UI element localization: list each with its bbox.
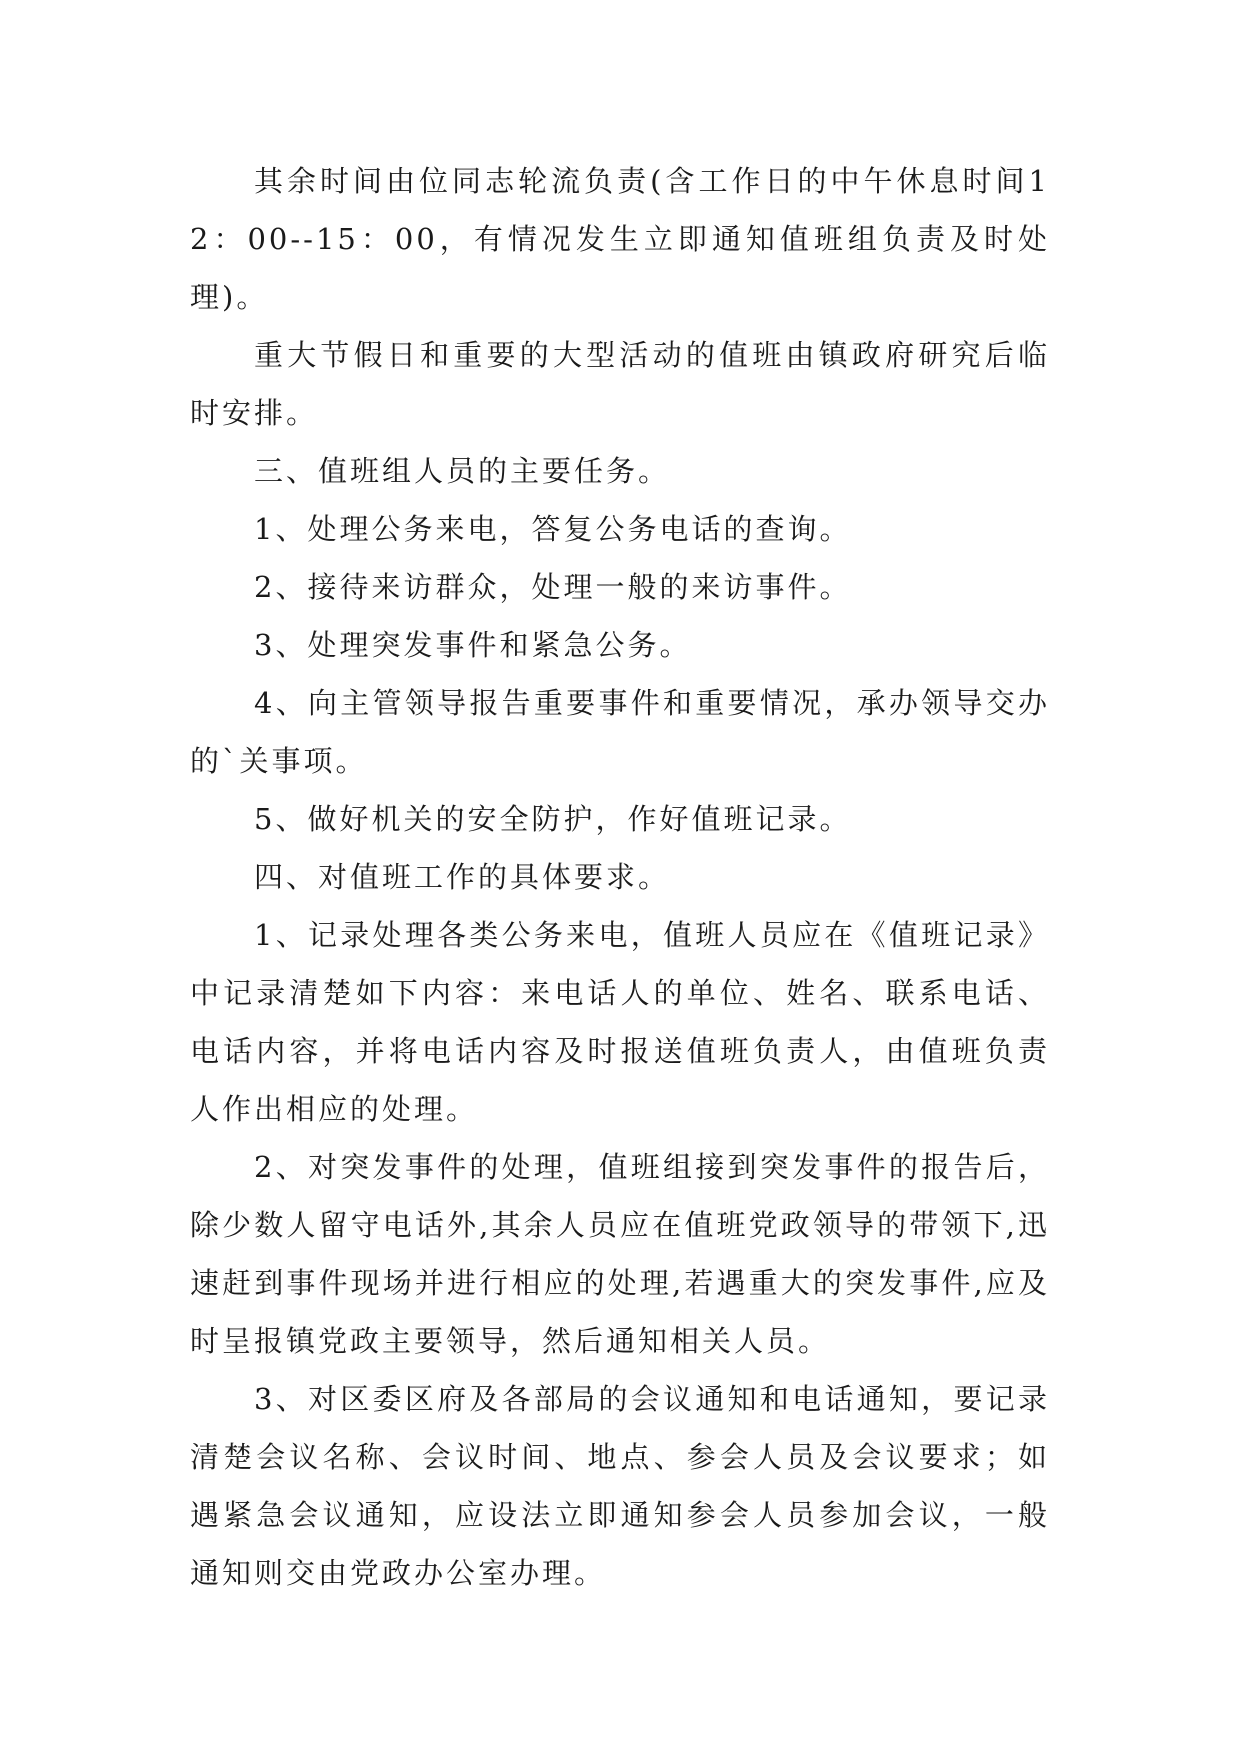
paragraph-duty-rotation: 其余时间由位同志轮流负责(含工作日的中午休息时间12：00--15：00，有情况发生立即通知值班组负责及时处理)。	[190, 164, 1050, 314]
section-heading-duty-requirements: 四、对值班工作的具体要求。	[254, 860, 671, 894]
list-item-requirement-1: 1、记录处理各类公务来电，值班人员应在《值班记录》中记录清楚如下内容：来电话人的单位、姓名、联系电话、电话内容，并将电话内容及时报送值班负责人，由值班负责人作出相应的处理。	[190, 918, 1050, 1126]
list-item-task-4: 4、向主管领导报告重要事件和重要情况，承办领导交办的`关事项。	[190, 686, 1050, 778]
paragraph-holiday-arrangement: 重大节假日和重要的大型活动的值班由镇政府研究后临时安排。	[190, 338, 1050, 430]
list-item-task-2: 2、接待来访群众，处理一般的来访事件。	[254, 570, 852, 604]
list-item-task-5: 5、做好机关的安全防护，作好值班记录。	[254, 802, 852, 836]
document-body	[190, 152, 1050, 1602]
list-item-requirement-3: 3、对区委区府及各部局的会议通知和电话通知，要记录清楚会议名称、会议时间、地点、参会人员及会议要求；如遇紧急会议通知，应设法立即通知参会人员参加会议，一般通知则交由党政办公室办理。	[190, 1382, 1050, 1590]
section-heading-duty-tasks: 三、值班组人员的主要任务。	[254, 454, 671, 488]
list-item-requirement-2: 2、对突发事件的处理，值班组接到突发事件的报告后，除少数人留守电话外,其余人员应在值班党政领导的带领下,迅速赶到事件现场并进行相应的处理,若遇重大的突发事件,应及时呈报镇党政主要领导，然后通知相关人员。	[190, 1150, 1050, 1358]
list-item-task-3: 3、处理突发事件和紧急公务。	[254, 628, 692, 662]
list-item-task-1: 1、处理公务来电，答复公务电话的查询。	[254, 512, 852, 546]
